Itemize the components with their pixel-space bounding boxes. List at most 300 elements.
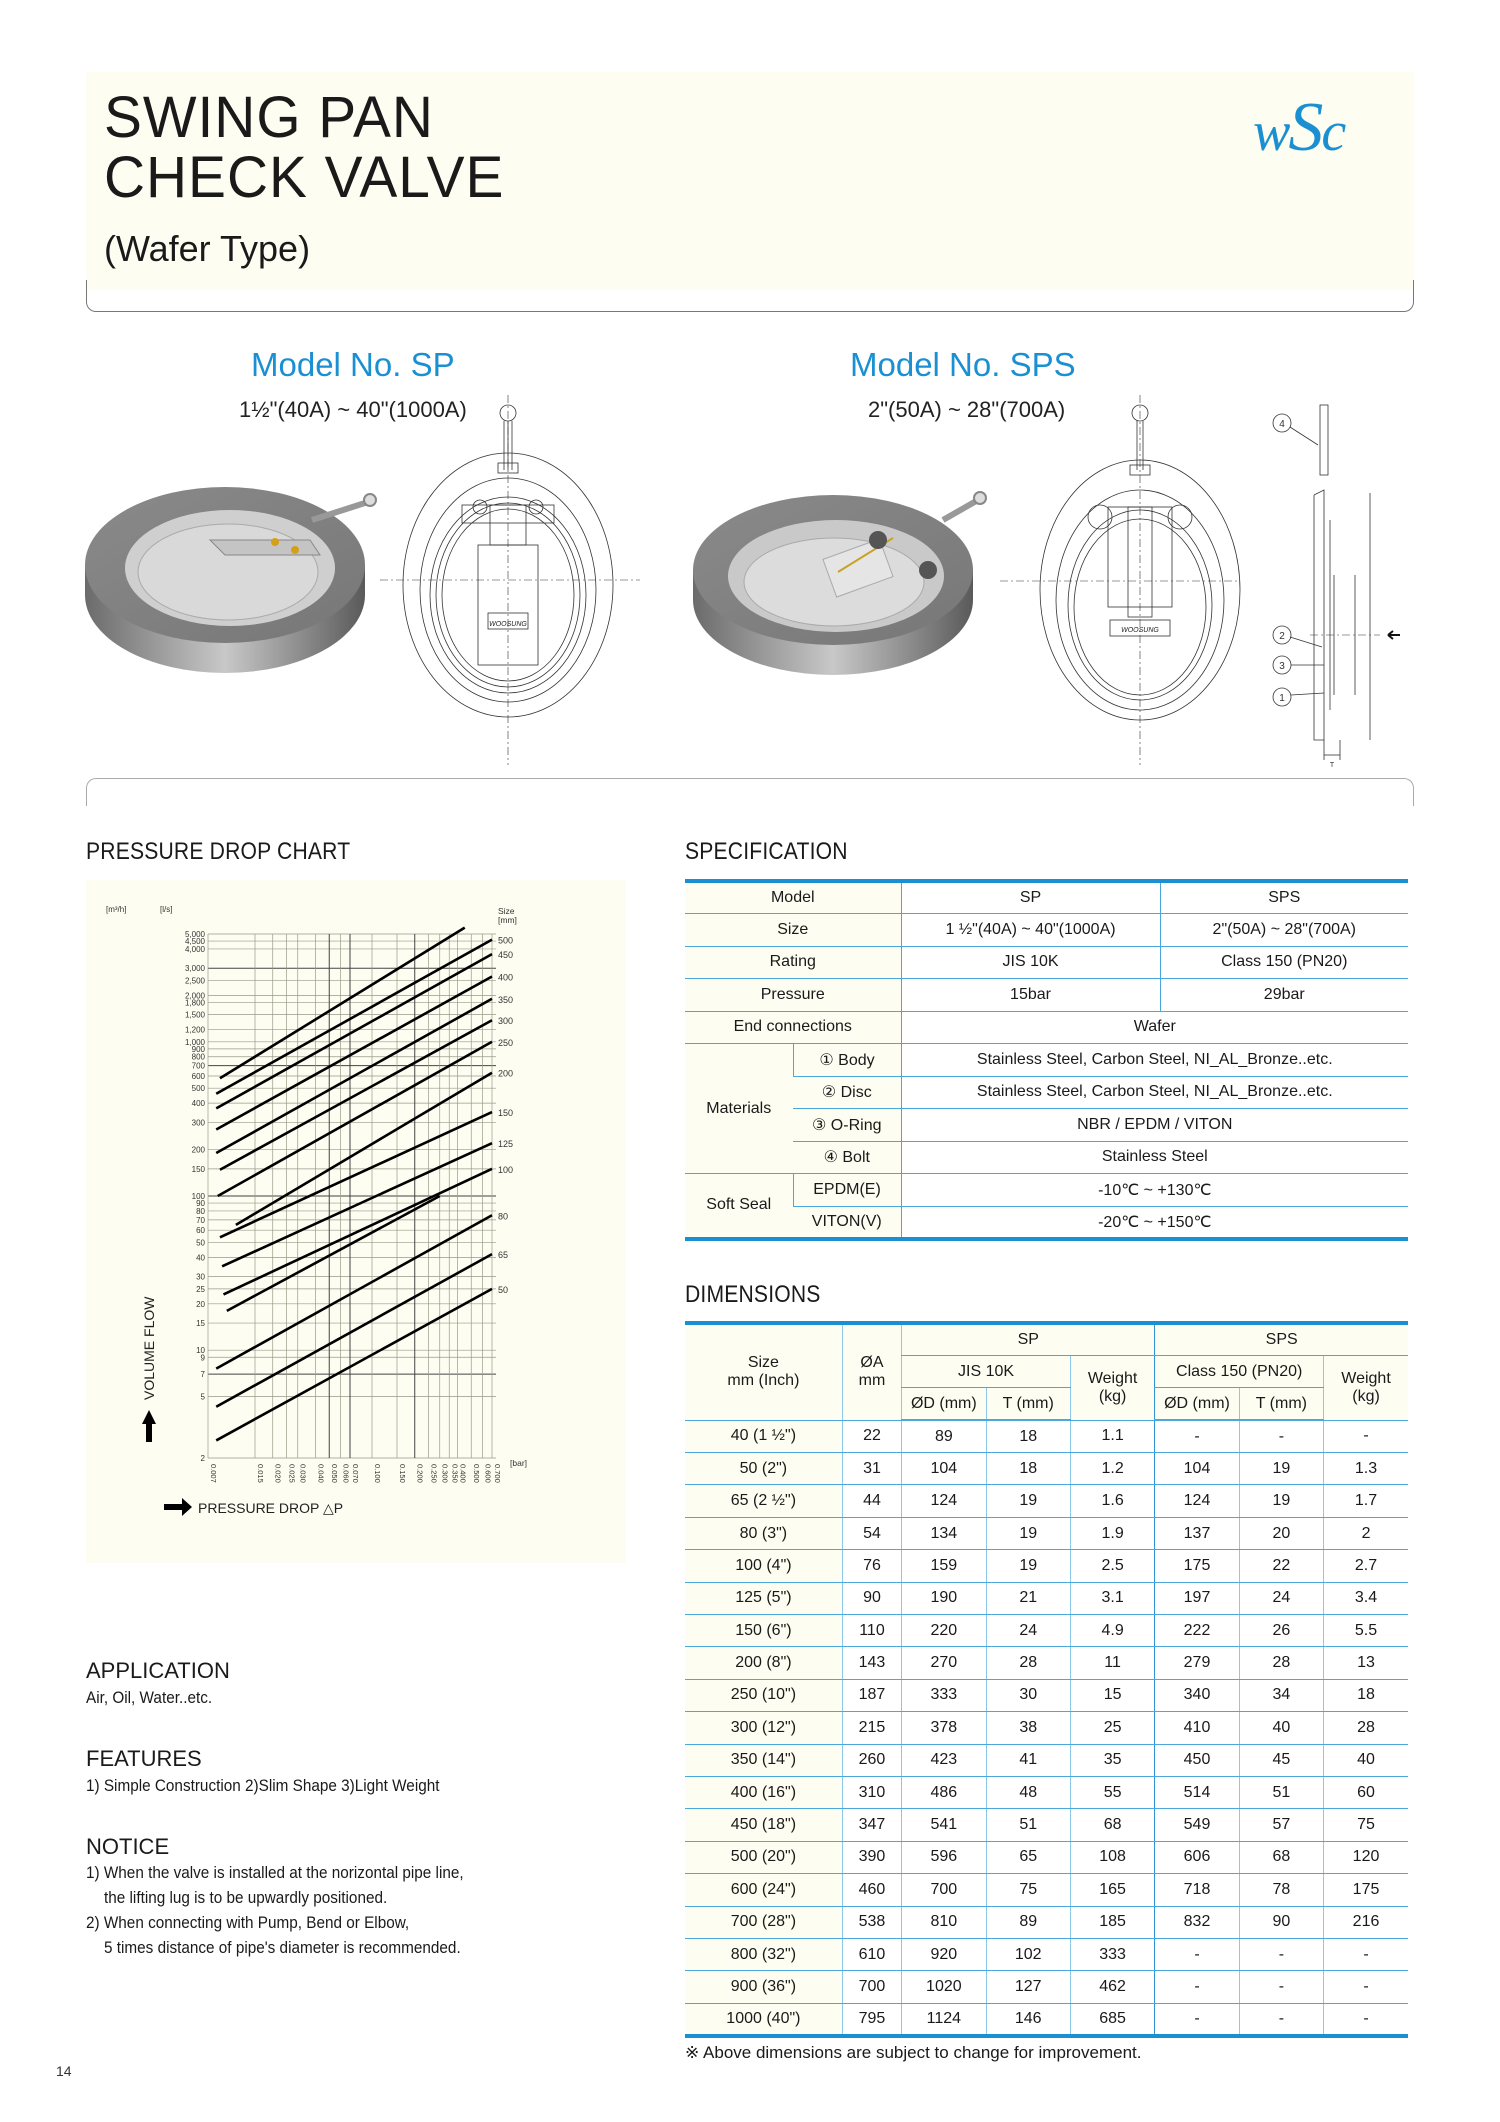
sps-valve-render <box>688 480 988 690</box>
spec-row-soft-seal-epdm <box>685 1174 1408 1207</box>
chart-y-tick-label: 2,500 <box>184 976 205 986</box>
dim-cell-sps-od: - <box>1155 1420 1239 1452</box>
dim-header-sps-weight-label: Weight <box>1341 1369 1391 1387</box>
dim-cell-a: 44 <box>842 1485 901 1517</box>
notice-heading: NOTICE <box>86 1834 170 1859</box>
chart-series-label: 125 <box>498 1139 514 1150</box>
chart-y-tick-label: 90 <box>196 1199 205 1209</box>
dim-cell-sp-weight: 2.5 <box>1070 1550 1154 1582</box>
model-sps-size-range: 2"(50A) ~ 28"(700A) <box>868 397 1066 422</box>
dim-header-a-unit: mm <box>858 1372 886 1390</box>
dim-cell-sp-weight: 1.1 <box>1070 1420 1154 1452</box>
dim-cell-size: 50 (2") <box>685 1453 842 1485</box>
dimensions-row <box>685 1517 1408 1549</box>
dim-header-sp-weight <box>1070 1355 1154 1420</box>
dim-header-sp-weight-unit: (kg) <box>1098 1387 1127 1405</box>
chart-x-tick-label: 0.200 <box>415 1464 425 1483</box>
dim-cell-sp-weight: 165 <box>1070 1874 1154 1906</box>
sp-front-view-drawing <box>380 395 640 765</box>
chart-y-tick-label: 150 <box>191 1164 205 1174</box>
chart-x-tick-label: 0.100 <box>372 1464 382 1483</box>
dim-cell-size: 200 (8") <box>685 1647 842 1679</box>
dim-cell-sp-od: 423 <box>902 1744 986 1776</box>
dim-cell-sp-weight: 35 <box>1070 1744 1154 1776</box>
chart-y-tick-label: 1,800 <box>184 998 205 1008</box>
dim-cell-sps-t: 90 <box>1239 1906 1323 1938</box>
chart-y-tick-label: 5,000 <box>184 930 205 939</box>
dim-cell-sp-weight: 68 <box>1070 1809 1154 1841</box>
spec-model-sp: SP <box>901 881 1160 914</box>
dim-cell-size: 900 (36") <box>685 1971 842 2003</box>
chart-x-tick-label: 0.030 <box>298 1464 308 1483</box>
dim-cell-a: 90 <box>842 1582 901 1614</box>
chart-y-tick-label: 4,500 <box>184 937 205 947</box>
dim-cell-size: 100 (4") <box>685 1550 842 1582</box>
dim-cell-sp-od: 190 <box>902 1582 986 1614</box>
chart-y-tick-label: 400 <box>191 1099 205 1109</box>
chart-series-line-80 <box>216 1215 492 1368</box>
chart-y-tick-label: 200 <box>191 1145 205 1155</box>
dim-cell-sp-od: 89 <box>902 1420 986 1452</box>
spec-label-pressure: Pressure <box>685 979 901 1012</box>
spec-row-material-oring <box>685 1109 1408 1142</box>
dim-cell-size: 80 (3") <box>685 1517 842 1549</box>
dim-cell-sps-od: 832 <box>1155 1906 1239 1938</box>
dim-cell-size: 65 (2 ½") <box>685 1485 842 1517</box>
chart-y-tick-label: 100 <box>191 1192 205 1201</box>
dim-cell-sps-t: 26 <box>1239 1615 1323 1647</box>
dim-cell-a: 110 <box>842 1615 901 1647</box>
dim-t-label: T <box>1329 762 1335 769</box>
section-divider-frame <box>86 778 1414 806</box>
chart-y-tick-label: 5 <box>200 1392 205 1402</box>
dim-header-sps-od: ØD (mm) <box>1155 1388 1239 1420</box>
chart-y-tick-label: 9 <box>200 1353 205 1363</box>
chart-y-axis-label: VOLUME FLOW <box>141 1296 157 1400</box>
chart-y-tick-label: 50 <box>196 1238 205 1248</box>
dim-cell-size: 400 (16") <box>685 1776 842 1808</box>
chart-x-tick-label: 0.400 <box>458 1464 468 1483</box>
dim-cell-sps-od: 340 <box>1155 1679 1239 1711</box>
dim-cell-sp-t: 51 <box>986 1809 1070 1841</box>
dim-cell-sp-od: 920 <box>902 1938 986 1970</box>
dim-cell-sps-weight: 216 <box>1324 1906 1408 1938</box>
dim-cell-sp-weight: 25 <box>1070 1712 1154 1744</box>
dim-cell-sp-weight: 4.9 <box>1070 1615 1154 1647</box>
chart-legend-title-unit: [mm] <box>498 915 517 925</box>
spec-row-material-bolt <box>685 1141 1408 1174</box>
dim-cell-sps-od: 410 <box>1155 1712 1239 1744</box>
dim-cell-sps-weight: 28 <box>1324 1712 1408 1744</box>
dim-cell-size: 150 (6") <box>685 1615 842 1647</box>
spec-row-material-body <box>685 1044 1408 1077</box>
dim-cell-size: 450 (18") <box>685 1809 842 1841</box>
dim-header-sp-t: T (mm) <box>986 1388 1070 1420</box>
callout-4: 4 <box>1279 419 1285 430</box>
spec-row-model <box>685 881 1408 914</box>
dim-cell-sp-t: 24 <box>986 1615 1070 1647</box>
pressure-drop-arrow-icon <box>164 1498 192 1516</box>
dimensions-row <box>685 1906 1408 1938</box>
notice-line-1: 1) When the valve is installed at the norizontal pipe line, <box>86 1863 464 1882</box>
dim-cell-sp-weight: 15 <box>1070 1679 1154 1711</box>
chart-x-unit: [bar] <box>510 1458 528 1468</box>
spec-label-model: Model <box>685 881 901 914</box>
sps-front-view-drawing <box>1000 395 1240 765</box>
chart-y-tick-label: 800 <box>191 1052 205 1062</box>
chart-y-tick-label: 1,500 <box>184 1010 205 1020</box>
dimensions-table-body <box>685 1420 1408 2035</box>
notice-line-4: 5 times distance of pipe's diameter is recommended. <box>104 1938 461 1957</box>
dim-cell-sps-t: 68 <box>1239 1841 1323 1873</box>
dimensions-row <box>685 1971 1408 2003</box>
spec-row-pressure <box>685 979 1408 1012</box>
dim-cell-sps-t: 51 <box>1239 1776 1323 1808</box>
dim-cell-sp-od: 159 <box>902 1550 986 1582</box>
dim-cell-sps-od: 124 <box>1155 1485 1239 1517</box>
spec-size-sp: 1 ½"(40A) ~ 40"(1000A) <box>901 914 1160 947</box>
application-text: Air, Oil, Water..etc. <box>86 1688 213 1707</box>
dim-cell-sp-t: 146 <box>986 2003 1070 2035</box>
dim-cell-a: 795 <box>842 2003 901 2035</box>
chart-x-tick-label: 0.700 <box>493 1464 502 1483</box>
chart-y-tick-label: 40 <box>196 1253 205 1263</box>
dim-cell-a: 31 <box>842 1453 901 1485</box>
dim-cell-a: 610 <box>842 1938 901 1970</box>
dimensions-row <box>685 1744 1408 1776</box>
dim-cell-a: 538 <box>842 1906 901 1938</box>
chart-x-tick-label: 0.500 <box>472 1464 482 1483</box>
dimensions-row <box>685 1874 1408 1906</box>
dim-cell-sp-od: 220 <box>902 1615 986 1647</box>
dim-cell-sp-t: 41 <box>986 1744 1070 1776</box>
dim-cell-sps-t: 40 <box>1239 1712 1323 1744</box>
chart-series-label: 400 <box>498 972 514 983</box>
dim-cell-sps-t: 78 <box>1239 1874 1323 1906</box>
chart-series-line-300 <box>220 1020 492 1170</box>
dimensions-footnote: ※ Above dimensions are subject to change for improvement. <box>685 2043 1142 2062</box>
page-title-line-1: SWING PAN <box>104 85 434 150</box>
spec-row-end-connections <box>685 1011 1408 1044</box>
dim-cell-a: 143 <box>842 1647 901 1679</box>
dim-cell-sp-weight: 108 <box>1070 1841 1154 1873</box>
dimensions-row <box>685 1485 1408 1517</box>
dim-cell-sps-weight: - <box>1324 2003 1408 2035</box>
dim-cell-sp-t: 89 <box>986 1906 1070 1938</box>
dim-cell-sp-t: 127 <box>986 1971 1070 2003</box>
dim-cell-sps-od: 137 <box>1155 1517 1239 1549</box>
chart-y-tick-label: 70 <box>196 1215 205 1225</box>
dim-cell-sp-weight: 55 <box>1070 1776 1154 1808</box>
dim-cell-sp-od: 124 <box>902 1485 986 1517</box>
dim-cell-size: 350 (14") <box>685 1744 842 1776</box>
chart-y-tick-label: 1,200 <box>184 1025 205 1035</box>
spec-soft-seal-epdm-value: -10℃ ~ +130℃ <box>901 1174 1408 1207</box>
chart-y-tick-label: 60 <box>196 1226 205 1236</box>
dim-cell-sp-weight: 685 <box>1070 2003 1154 2035</box>
dim-cell-sps-od: - <box>1155 2003 1239 2035</box>
chart-series-label: 50 <box>498 1284 509 1295</box>
dim-cell-sp-weight: 333 <box>1070 1938 1154 1970</box>
chart-y-tick-label: 15 <box>196 1319 205 1329</box>
spec-row-soft-seal-viton <box>685 1206 1408 1239</box>
dim-cell-sps-weight: - <box>1324 1971 1408 2003</box>
dim-cell-sp-od: 270 <box>902 1647 986 1679</box>
dim-cell-size: 1000 (40") <box>685 2003 842 2035</box>
dim-cell-sp-t: 75 <box>986 1874 1070 1906</box>
dim-cell-sp-od: 541 <box>902 1809 986 1841</box>
chart-series-line-250 <box>218 1042 492 1196</box>
dim-cell-a: 460 <box>842 1874 901 1906</box>
dim-cell-sps-od: 222 <box>1155 1615 1239 1647</box>
dim-cell-sps-weight: 175 <box>1324 1874 1408 1906</box>
model-sp-title: Model No. SP <box>251 346 455 383</box>
spec-row-size <box>685 914 1408 947</box>
dim-cell-a: 260 <box>842 1744 901 1776</box>
dim-cell-sps-t: 20 <box>1239 1517 1323 1549</box>
sp-drawing-brand-label: WOOSUNG <box>489 621 527 628</box>
dimensions-row <box>685 1776 1408 1808</box>
spec-material-oring-value: NBR / EPDM / VITON <box>901 1109 1408 1142</box>
chart-x-tick-label: 0.050 <box>330 1464 340 1483</box>
dim-cell-sps-t: 22 <box>1239 1550 1323 1582</box>
dimensions-heading: DIMENSIONS <box>685 1281 821 1308</box>
dimensions-row <box>685 1582 1408 1614</box>
dim-cell-sps-weight: 120 <box>1324 1841 1408 1873</box>
chart-x-tick-label: 0.020 <box>273 1464 283 1483</box>
dim-cell-sps-t: - <box>1239 1971 1323 2003</box>
chart-series-line-90 <box>227 1196 440 1311</box>
dim-header-sp: SP <box>902 1323 1155 1355</box>
spec-label-rating: Rating <box>685 946 901 979</box>
chart-y-unit-ls: [l/s] <box>160 905 173 914</box>
dimensions-row <box>685 1615 1408 1647</box>
dim-cell-sp-t: 65 <box>986 1841 1070 1873</box>
chart-x-tick-label: 0.060 <box>341 1464 351 1483</box>
dim-cell-sps-od: 549 <box>1155 1809 1239 1841</box>
volume-flow-arrow-icon <box>142 1410 156 1442</box>
dim-cell-sps-weight: - <box>1324 1938 1408 1970</box>
features-heading: FEATURES <box>86 1746 202 1771</box>
chart-x-tick-label: 0.150 <box>398 1464 408 1483</box>
header-frame <box>86 280 1414 312</box>
dim-cell-sps-t: 19 <box>1239 1453 1323 1485</box>
chart-x-tick-label: 0.070 <box>351 1464 360 1483</box>
spec-soft-seal-epdm-label: EPDM(E) <box>793 1174 901 1207</box>
dim-cell-size: 40 (1 ½") <box>685 1420 842 1452</box>
dim-cell-sp-t: 38 <box>986 1712 1070 1744</box>
chart-y-unit-m3h: [m³/h] <box>106 905 127 914</box>
dimensions-row <box>685 1938 1408 1970</box>
dim-cell-sps-weight: 1.3 <box>1324 1453 1408 1485</box>
chart-y-tick-label: 20 <box>196 1299 205 1309</box>
dim-cell-sp-od: 333 <box>902 1679 986 1711</box>
chart-x-tick-label: 0.040 <box>316 1464 326 1483</box>
chart-series-line-450 <box>216 954 492 1108</box>
spec-soft-seal-viton-value: -20℃ ~ +150℃ <box>901 1206 1408 1239</box>
wsc-logo <box>1253 88 1344 168</box>
spec-label-materials: Materials <box>685 1044 793 1174</box>
dim-cell-sps-od: - <box>1155 1938 1239 1970</box>
dim-cell-sp-od: 1020 <box>902 1971 986 2003</box>
dim-cell-a: 215 <box>842 1712 901 1744</box>
specification-table <box>685 879 1408 1241</box>
chart-x-tick-label: 0.015 <box>256 1464 266 1483</box>
dim-cell-sps-od: 718 <box>1155 1874 1239 1906</box>
dim-cell-sps-t: - <box>1239 2003 1323 2035</box>
chart-series-label: 80 <box>498 1211 509 1222</box>
chart-series-line-500 <box>216 940 492 1094</box>
dim-cell-sps-weight: 2.7 <box>1324 1550 1408 1582</box>
dim-cell-sp-weight: 462 <box>1070 1971 1154 2003</box>
dim-cell-sps-weight: - <box>1324 1420 1408 1452</box>
spec-material-disc-value: Stainless Steel, Carbon Steel, NI_AL_Bronze..etc. <box>901 1076 1408 1109</box>
chart-y-tick-label: 500 <box>191 1084 205 1094</box>
dim-cell-sp-od: 378 <box>902 1712 986 1744</box>
chart-y-tick-label: 2,000 <box>184 991 205 1001</box>
callout-2: 2 <box>1279 631 1285 642</box>
dim-cell-sps-t: 57 <box>1239 1809 1323 1841</box>
chart-y-tick-label: 700 <box>191 1061 205 1071</box>
notice-line-3: 2) When connecting with Pump, Bend or Elbow, <box>86 1913 410 1932</box>
chart-x-tick-label: 0.250 <box>429 1464 439 1483</box>
chart-series-line-65 <box>216 1254 492 1407</box>
dim-cell-a: 347 <box>842 1809 901 1841</box>
dim-header-a-label: ØA <box>860 1354 884 1372</box>
specification-heading: SPECIFICATION <box>685 838 848 865</box>
spec-material-disc-label: ② Disc <box>793 1076 901 1109</box>
dim-cell-sp-t: 19 <box>986 1517 1070 1549</box>
chart-legend-title: Size <box>498 906 515 916</box>
spec-material-oring-label: ③ O-Ring <box>793 1109 901 1142</box>
spec-model-sps: SPS <box>1160 881 1408 914</box>
dim-cell-a: 187 <box>842 1679 901 1711</box>
spec-label-size: Size <box>685 914 901 947</box>
dim-header-a <box>842 1323 901 1420</box>
chart-series-label: 500 <box>498 935 514 946</box>
chart-y-tick-label: 1,000 <box>184 1037 205 1047</box>
dim-cell-sps-weight: 18 <box>1324 1679 1408 1711</box>
logo-s: S <box>1288 89 1322 166</box>
dimensions-row <box>685 1647 1408 1679</box>
chart-y-tick-label: 600 <box>191 1072 205 1082</box>
dimensions-table <box>685 1321 1408 2038</box>
chart-x-tick-label: 0.025 <box>287 1464 297 1483</box>
chart-x-tick-label: 0.007 <box>209 1464 218 1483</box>
features-text: 1) Simple Construction 2)Slim Shape 3)Light Weight <box>86 1776 440 1795</box>
dimensions-row <box>685 1550 1408 1582</box>
chart-series-label: 200 <box>498 1068 514 1079</box>
chart-y-tick-label: 900 <box>191 1044 205 1054</box>
dim-cell-sps-od: 450 <box>1155 1744 1239 1776</box>
dimensions-row <box>685 2003 1408 2035</box>
chart-y-tick-label: 3,000 <box>184 964 205 974</box>
chart-series-line-400 <box>216 977 492 1130</box>
dim-cell-sps-weight: 2 <box>1324 1517 1408 1549</box>
logo-w: w <box>1253 101 1289 163</box>
dim-cell-a: 54 <box>842 1517 901 1549</box>
chart-series-label: 100 <box>498 1164 514 1175</box>
dim-cell-size: 800 (32") <box>685 1938 842 1970</box>
dim-cell-sps-od: 104 <box>1155 1453 1239 1485</box>
dim-cell-sp-t: 19 <box>986 1485 1070 1517</box>
chart-series-label: 450 <box>498 950 514 961</box>
spec-pressure-sp: 15bar <box>901 979 1160 1012</box>
dim-cell-sps-od: 514 <box>1155 1776 1239 1808</box>
model-sp-size-range: 1½"(40A) ~ 40"(1000A) <box>239 397 467 422</box>
chart-series-line-50 <box>216 1289 492 1441</box>
dim-cell-sps-od: 197 <box>1155 1582 1239 1614</box>
model-sps-title: Model No. SPS <box>850 346 1076 383</box>
chart-series-label: 350 <box>498 994 514 1005</box>
chart-y-tick-label: 4,000 <box>184 944 205 954</box>
spec-end-connections-value: Wafer <box>901 1011 1408 1044</box>
dim-cell-sp-t: 48 <box>986 1776 1070 1808</box>
spec-row-material-disc <box>685 1076 1408 1109</box>
dim-cell-sp-weight: 3.1 <box>1070 1582 1154 1614</box>
logo-c: c <box>1321 101 1345 163</box>
chart-y-tick-label: 300 <box>191 1118 205 1128</box>
pressure-drop-chart-svg <box>86 880 626 1563</box>
dim-cell-sp-weight: 1.2 <box>1070 1453 1154 1485</box>
spec-label-end-connections: End connections <box>685 1011 901 1044</box>
dim-cell-sps-weight: 13 <box>1324 1647 1408 1679</box>
dim-cell-sp-weight: 1.9 <box>1070 1517 1154 1549</box>
dimensions-row <box>685 1420 1408 1452</box>
spec-rating-sps: Class 150 (PN20) <box>1160 946 1408 979</box>
application-heading: APPLICATION <box>86 1658 230 1683</box>
dim-cell-a: 310 <box>842 1776 901 1808</box>
dim-cell-sp-weight: 185 <box>1070 1906 1154 1938</box>
dim-cell-sps-od: 279 <box>1155 1647 1239 1679</box>
dim-cell-a: 700 <box>842 1971 901 2003</box>
spec-material-bolt-label: ④ Bolt <box>793 1141 901 1174</box>
dimensions-row <box>685 1679 1408 1711</box>
dim-cell-sps-t: - <box>1239 1420 1323 1452</box>
chart-x-tick-label: 0.300 <box>440 1464 450 1483</box>
dim-header-size-label: Size <box>747 1354 779 1372</box>
dim-cell-sp-t: 30 <box>986 1679 1070 1711</box>
chart-series-label: 250 <box>498 1037 514 1048</box>
dim-cell-sps-od: 175 <box>1155 1550 1239 1582</box>
callout-3: 3 <box>1279 661 1285 672</box>
chart-y-tick-label: 10 <box>196 1346 205 1356</box>
dim-cell-sp-t: 102 <box>986 1938 1070 1970</box>
dim-cell-sps-t: 34 <box>1239 1679 1323 1711</box>
spec-label-soft-seal: Soft Seal <box>685 1174 793 1239</box>
dim-cell-size: 600 (24") <box>685 1874 842 1906</box>
dim-header-sps: SPS <box>1155 1323 1408 1355</box>
chart-series-label: 65 <box>498 1250 509 1261</box>
dim-cell-sps-weight: 75 <box>1324 1809 1408 1841</box>
dim-cell-sps-weight: 60 <box>1324 1776 1408 1808</box>
page-title-line-2: CHECK VALVE <box>104 145 505 210</box>
dim-cell-sps-t: 24 <box>1239 1582 1323 1614</box>
dim-cell-size: 250 (10") <box>685 1679 842 1711</box>
dim-header-sp-rating: JIS 10K <box>902 1355 1071 1387</box>
callout-1: 1 <box>1279 693 1285 704</box>
notice-line-2: the lifting lug is to be upwardly positioned. <box>104 1888 388 1907</box>
dim-cell-a: 22 <box>842 1420 901 1452</box>
chart-series-label: 300 <box>498 1016 514 1027</box>
chart-y-tick-label: 7 <box>200 1370 205 1380</box>
spec-material-body-label: ① Body <box>793 1044 901 1077</box>
spec-row-rating <box>685 946 1408 979</box>
pressure-drop-chart <box>86 880 626 1563</box>
dim-cell-sp-od: 486 <box>902 1776 986 1808</box>
dim-cell-sps-od: 606 <box>1155 1841 1239 1873</box>
dim-cell-sp-od: 810 <box>902 1906 986 1938</box>
